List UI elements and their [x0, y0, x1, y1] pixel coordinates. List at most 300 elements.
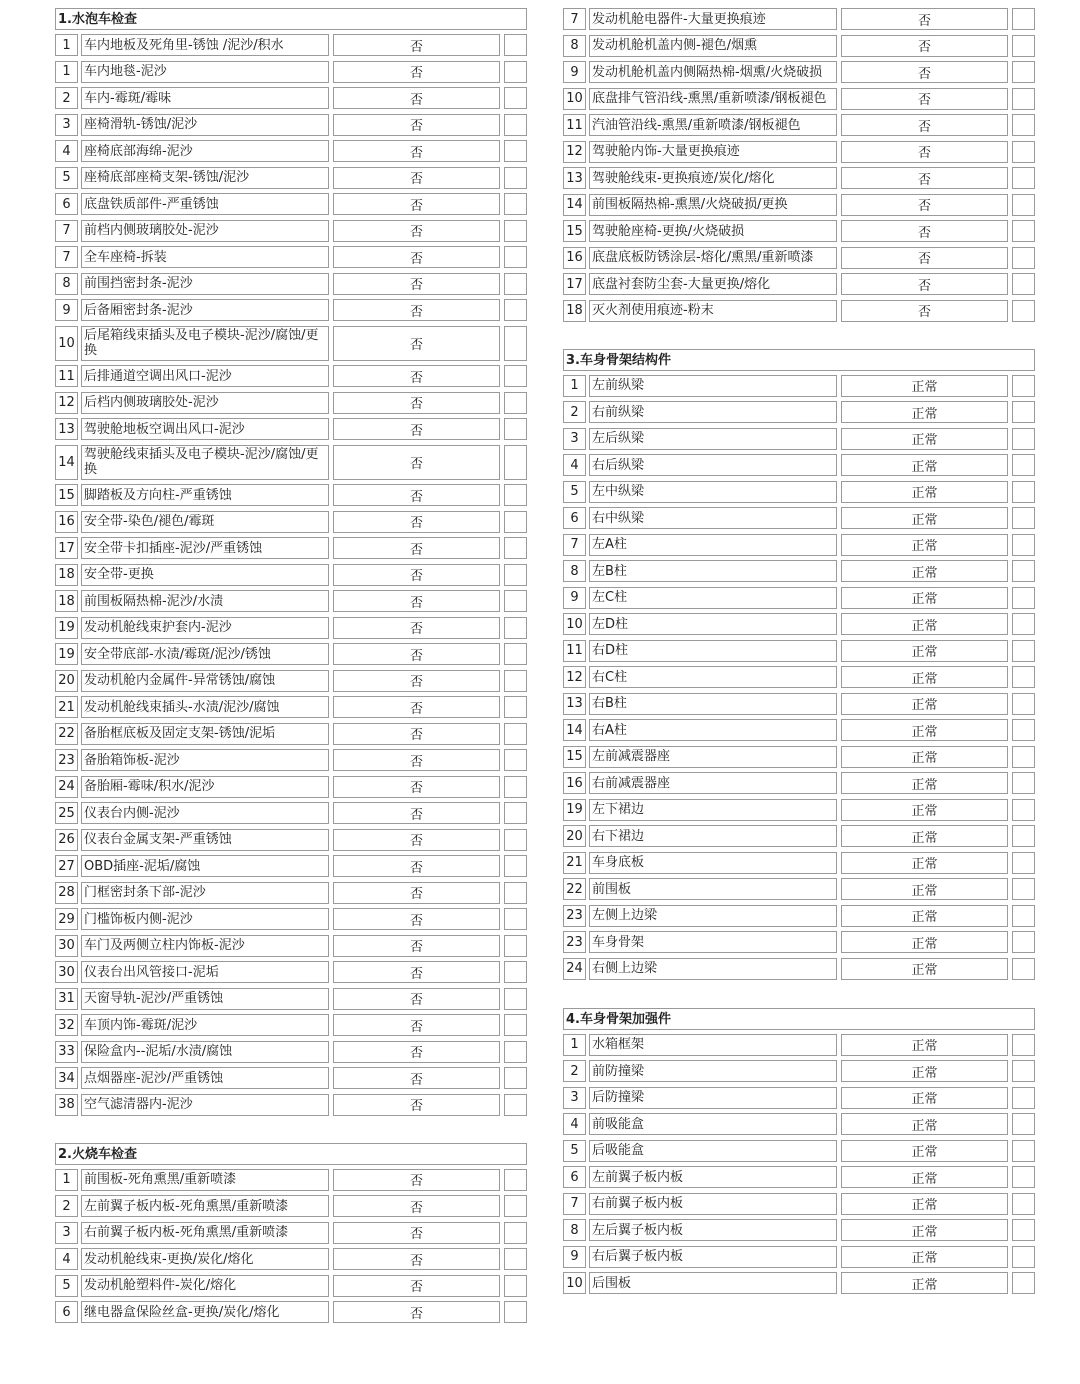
inspection-result: 否 [333, 537, 500, 559]
inspection-item: 安全带-染色/褪色/霉斑 [81, 511, 329, 533]
table-row [55, 326, 527, 361]
remark-cell [1012, 88, 1035, 110]
remark-cell [504, 273, 527, 295]
table-row [55, 749, 527, 771]
table-row [563, 1272, 1035, 1294]
row-number: 20 [55, 670, 78, 692]
inspection-result: 否 [333, 1094, 500, 1116]
inspection-section [563, 1008, 1035, 1295]
remark-cell [504, 418, 527, 440]
inspection-item: 后尾箱线束插头及电子模块-泥沙/腐蚀/更换 [81, 326, 329, 361]
inspection-item: 发动机舱线束护套内-泥沙 [81, 617, 329, 639]
table-row [563, 666, 1035, 688]
remark-cell [504, 511, 527, 533]
row-number: 29 [55, 908, 78, 930]
table-row [55, 1222, 527, 1244]
inspection-item: 右A柱 [589, 719, 837, 741]
inspection-item: 门槛饰板内侧-泥沙 [81, 908, 329, 930]
remark-cell [1012, 825, 1035, 847]
remark-cell [504, 34, 527, 56]
row-number: 2 [563, 401, 586, 423]
table-row [563, 428, 1035, 450]
remark-cell [504, 590, 527, 612]
table-row [55, 908, 527, 930]
inspection-item: 发动机舱机盖内侧隔热棉-烟熏/火烧破损 [589, 61, 837, 83]
table-row [563, 1060, 1035, 1082]
table-row [55, 590, 527, 612]
remark-cell [1012, 220, 1035, 242]
row-number: 23 [563, 931, 586, 953]
inspection-item: 右后翼子板内板 [589, 1246, 837, 1268]
inspection-item: 左D柱 [589, 613, 837, 635]
inspection-result: 否 [333, 670, 500, 692]
inspection-result: 正常 [841, 587, 1008, 609]
inspection-item: 座椅底部座椅支架-锈蚀/泥沙 [81, 167, 329, 189]
table-row [563, 220, 1035, 242]
table-row [563, 1166, 1035, 1188]
row-number: 12 [563, 666, 586, 688]
table-row [55, 445, 527, 480]
row-number: 5 [55, 1275, 78, 1297]
inspection-result: 否 [333, 114, 500, 136]
table-row [55, 114, 527, 136]
remark-cell [504, 140, 527, 162]
remark-cell [1012, 560, 1035, 582]
table-row [563, 825, 1035, 847]
remark-cell [504, 61, 527, 83]
remark-cell [504, 299, 527, 321]
inspection-result: 否 [333, 802, 500, 824]
table-row [55, 220, 527, 242]
table-row [55, 299, 527, 321]
remark-cell [504, 445, 527, 480]
inspection-item: 备胎箱饰板-泥沙 [81, 749, 329, 771]
remark-cell [1012, 1113, 1035, 1135]
section-title: 2.火烧车检查 [55, 1143, 527, 1165]
row-number: 25 [55, 802, 78, 824]
remark-cell [504, 935, 527, 957]
row-number: 34 [55, 1067, 78, 1089]
inspection-item: 底盘排气管沿线-熏黑/重新喷漆/钢板褪色 [589, 88, 837, 110]
inspection-item: 左下裙边 [589, 799, 837, 821]
remark-cell [1012, 534, 1035, 556]
inspection-item: 左后纵梁 [589, 428, 837, 450]
remark-cell [1012, 61, 1035, 83]
inspection-item: 前围挡密封条-泥沙 [81, 273, 329, 295]
inspection-result: 正常 [841, 666, 1008, 688]
inspection-result: 否 [333, 87, 500, 109]
row-number: 12 [55, 392, 78, 414]
remark-cell [1012, 247, 1035, 269]
inspection-result: 否 [333, 326, 500, 361]
row-number: 17 [55, 537, 78, 559]
table-row [563, 247, 1035, 269]
inspection-item: 前围板隔热棉-熏黑/火烧破损/更换 [589, 194, 837, 216]
inspection-result: 否 [841, 114, 1008, 136]
inspection-result: 正常 [841, 905, 1008, 927]
inspection-result: 否 [333, 829, 500, 851]
inspection-result: 正常 [841, 428, 1008, 450]
inspection-item: 左侧上边梁 [589, 905, 837, 927]
inspection-result: 否 [841, 194, 1008, 216]
row-number: 11 [563, 114, 586, 136]
row-number: 1 [55, 61, 78, 83]
table-row [55, 511, 527, 533]
inspection-item: 右B柱 [589, 693, 837, 715]
remark-cell [504, 365, 527, 387]
row-number: 3 [55, 1222, 78, 1244]
remark-cell [1012, 905, 1035, 927]
inspection-result: 正常 [841, 878, 1008, 900]
inspection-item: 右前减震器座 [589, 772, 837, 794]
inspection-item: 驾驶舱线束插头及电子模块-泥沙/腐蚀/更换 [81, 445, 329, 480]
row-number: 2 [55, 1195, 78, 1217]
table-row [55, 193, 527, 215]
inspection-result: 否 [333, 484, 500, 506]
inspection-item: 左后翼子板内板 [589, 1219, 837, 1241]
table-row [563, 507, 1035, 529]
row-number: 7 [55, 246, 78, 268]
table-row [55, 167, 527, 189]
remark-cell [504, 1169, 527, 1191]
inspection-result: 正常 [841, 613, 1008, 635]
remark-cell [504, 1195, 527, 1217]
inspection-item: 继电器盒保险丝盒-更换/炭化/熔化 [81, 1301, 329, 1323]
row-number: 18 [55, 564, 78, 586]
remark-cell [504, 1014, 527, 1036]
inspection-result: 否 [841, 141, 1008, 163]
row-number: 13 [55, 418, 78, 440]
inspection-result: 否 [333, 961, 500, 983]
row-number: 22 [55, 723, 78, 745]
row-number: 19 [55, 617, 78, 639]
row-number: 26 [55, 829, 78, 851]
inspection-result: 正常 [841, 534, 1008, 556]
table-row [563, 35, 1035, 57]
inspection-result: 正常 [841, 1060, 1008, 1082]
table-row [55, 882, 527, 904]
table-row [55, 1014, 527, 1036]
remark-cell [504, 1094, 527, 1116]
remark-cell [1012, 746, 1035, 768]
table-row [55, 802, 527, 824]
remark-cell [504, 749, 527, 771]
table-row [563, 534, 1035, 556]
table-row [55, 392, 527, 414]
row-number: 5 [563, 1140, 586, 1162]
table-row [55, 537, 527, 559]
inspection-item: 右中纵梁 [589, 507, 837, 529]
inspection-item: 驾驶舱线束-更换痕迹/炭化/熔化 [589, 167, 837, 189]
table-row [55, 1169, 527, 1191]
remark-cell [1012, 481, 1035, 503]
remark-cell [504, 246, 527, 268]
row-number: 4 [55, 1248, 78, 1270]
row-number: 24 [55, 776, 78, 798]
inspection-item: 左C柱 [589, 587, 837, 609]
inspection-item: 发动机舱内金属件-异常锈蚀/腐蚀 [81, 670, 329, 692]
row-number: 9 [563, 587, 586, 609]
inspection-result: 否 [333, 617, 500, 639]
row-number: 8 [55, 273, 78, 295]
row-number: 18 [563, 300, 586, 322]
remark-cell [1012, 931, 1035, 953]
row-number: 7 [563, 8, 586, 30]
row-number: 3 [55, 114, 78, 136]
row-number: 10 [55, 326, 78, 361]
row-number: 8 [563, 1219, 586, 1241]
remark-cell [504, 167, 527, 189]
inspection-result: 正常 [841, 1246, 1008, 1268]
inspection-result: 正常 [841, 931, 1008, 953]
inspection-item: 左前翼子板内板 [589, 1166, 837, 1188]
remark-cell [1012, 375, 1035, 397]
row-number: 20 [563, 825, 586, 847]
inspection-result: 正常 [841, 852, 1008, 874]
row-number: 23 [55, 749, 78, 771]
table-row [55, 87, 527, 109]
inspection-section [563, 8, 1035, 322]
remark-cell [504, 1041, 527, 1063]
remark-cell [504, 1067, 527, 1089]
inspection-item: 右侧上边梁 [589, 958, 837, 980]
inspection-result: 否 [333, 1014, 500, 1036]
inspection-result: 正常 [841, 1272, 1008, 1294]
inspection-result: 否 [333, 445, 500, 480]
inspection-item: 右前纵梁 [589, 401, 837, 423]
inspection-section [55, 1143, 527, 1324]
remark-cell [504, 776, 527, 798]
table-row [55, 696, 527, 718]
inspection-result: 正常 [841, 1034, 1008, 1056]
remark-cell [504, 643, 527, 665]
table-row [55, 723, 527, 745]
table-row [563, 772, 1035, 794]
remark-cell [504, 908, 527, 930]
inspection-item: 发动机舱机盖内侧-褪色/烟熏 [589, 35, 837, 57]
inspection-result: 否 [841, 167, 1008, 189]
row-number: 4 [55, 140, 78, 162]
table-row [55, 1275, 527, 1297]
row-number: 7 [563, 1193, 586, 1215]
row-number: 6 [563, 507, 586, 529]
inspection-result: 否 [333, 935, 500, 957]
row-number: 1 [563, 1034, 586, 1056]
remark-cell [504, 802, 527, 824]
inspection-item: 座椅底部海绵-泥沙 [81, 140, 329, 162]
table-row [55, 961, 527, 983]
row-number: 38 [55, 1094, 78, 1116]
inspection-item: 后排通道空调出风口-泥沙 [81, 365, 329, 387]
remark-cell [504, 1222, 527, 1244]
remark-cell [1012, 772, 1035, 794]
table-row [563, 958, 1035, 980]
inspection-item: 车身骨架 [589, 931, 837, 953]
table-row [55, 1067, 527, 1089]
table-row [563, 693, 1035, 715]
inspection-result: 正常 [841, 799, 1008, 821]
table-row [55, 484, 527, 506]
row-number: 7 [55, 220, 78, 242]
section-title: 4.车身骨架加强件 [563, 1008, 1035, 1030]
inspection-item: 右前翼子板内板-死角熏黑/重新喷漆 [81, 1222, 329, 1244]
table-row [563, 300, 1035, 322]
table-row [563, 1246, 1035, 1268]
table-row [563, 1193, 1035, 1215]
remark-cell [1012, 799, 1035, 821]
row-number: 12 [563, 141, 586, 163]
row-number: 10 [563, 613, 586, 635]
inspection-result: 否 [333, 908, 500, 930]
row-number: 5 [563, 481, 586, 503]
inspection-result: 否 [333, 1195, 500, 1217]
table-row [563, 401, 1035, 423]
row-number: 10 [563, 88, 586, 110]
remark-cell [1012, 587, 1035, 609]
inspection-item: 驾驶舱座椅-更换/火烧破损 [589, 220, 837, 242]
row-number: 16 [55, 511, 78, 533]
table-row [55, 365, 527, 387]
table-row [563, 141, 1035, 163]
table-row [563, 481, 1035, 503]
inspection-result: 否 [333, 988, 500, 1010]
row-number: 16 [563, 772, 586, 794]
remark-cell [1012, 1272, 1035, 1294]
table-row [55, 1301, 527, 1323]
inspection-result: 正常 [841, 1219, 1008, 1241]
row-number: 6 [563, 1166, 586, 1188]
inspection-result: 正常 [841, 507, 1008, 529]
remark-cell [1012, 507, 1035, 529]
inspection-result: 正常 [841, 958, 1008, 980]
table-row [55, 1041, 527, 1063]
inspection-result: 否 [333, 511, 500, 533]
inspection-result: 正常 [841, 481, 1008, 503]
row-number: 9 [563, 61, 586, 83]
inspection-result: 否 [841, 247, 1008, 269]
row-number: 22 [563, 878, 586, 900]
remark-cell [1012, 640, 1035, 662]
table-row [563, 1140, 1035, 1162]
inspection-item: 座椅滑轨-锈蚀/泥沙 [81, 114, 329, 136]
table-row [55, 617, 527, 639]
row-number: 14 [563, 719, 586, 741]
inspection-item: 前防撞梁 [589, 1060, 837, 1082]
row-number: 19 [55, 643, 78, 665]
table-row [55, 670, 527, 692]
remark-cell [1012, 1087, 1035, 1109]
row-number: 8 [563, 35, 586, 57]
remark-cell [504, 988, 527, 1010]
inspection-result: 否 [333, 365, 500, 387]
inspection-item: 备胎框底板及固定支架-锈蚀/泥垢 [81, 723, 329, 745]
inspection-result: 正常 [841, 375, 1008, 397]
remark-cell [1012, 401, 1035, 423]
row-number: 17 [563, 273, 586, 295]
inspection-item: 左前减震器座 [589, 746, 837, 768]
remark-cell [1012, 1060, 1035, 1082]
inspection-result: 否 [333, 167, 500, 189]
inspection-result: 否 [333, 696, 500, 718]
row-number: 11 [55, 365, 78, 387]
remark-cell [1012, 666, 1035, 688]
inspection-result: 否 [333, 193, 500, 215]
inspection-item: 保险盒内--泥垢/水渍/腐蚀 [81, 1041, 329, 1063]
inspection-item: 前围板 [589, 878, 837, 900]
remark-cell [504, 1248, 527, 1270]
inspection-result: 否 [841, 61, 1008, 83]
table-row [563, 613, 1035, 635]
inspection-item: 发动机舱电器件-大量更换痕迹 [589, 8, 837, 30]
inspection-item: 门框密封条下部-泥沙 [81, 882, 329, 904]
inspection-result: 否 [333, 749, 500, 771]
table-row [55, 643, 527, 665]
table-row [55, 855, 527, 877]
inspection-result: 正常 [841, 454, 1008, 476]
row-number: 8 [563, 560, 586, 582]
remark-cell [1012, 1034, 1035, 1056]
remark-cell [504, 392, 527, 414]
remark-cell [1012, 852, 1035, 874]
row-number: 21 [563, 852, 586, 874]
inspection-item: 后防撞梁 [589, 1087, 837, 1109]
row-number: 21 [55, 696, 78, 718]
inspection-item: 仪表台内侧-泥沙 [81, 802, 329, 824]
row-number: 32 [55, 1014, 78, 1036]
inspection-item: 发动机舱塑料件-炭化/熔化 [81, 1275, 329, 1297]
inspection-item: 备胎厢-霉味/积水/泥沙 [81, 776, 329, 798]
inspection-item: 天窗导轨-泥沙/严重锈蚀 [81, 988, 329, 1010]
table-row [55, 988, 527, 1010]
inspection-item: 车身底板 [589, 852, 837, 874]
row-number: 15 [563, 220, 586, 242]
row-number: 9 [55, 299, 78, 321]
inspection-result: 正常 [841, 719, 1008, 741]
remark-cell [1012, 8, 1035, 30]
row-number: 14 [563, 194, 586, 216]
inspection-item: 汽油管沿线-熏黑/重新喷漆/钢板褪色 [589, 114, 837, 136]
inspection-result: 否 [333, 34, 500, 56]
inspection-item: 后档内侧玻璃胶处-泥沙 [81, 392, 329, 414]
row-number: 14 [55, 445, 78, 480]
inspection-result: 否 [333, 1222, 500, 1244]
table-row [563, 1219, 1035, 1241]
row-number: 18 [55, 590, 78, 612]
table-row [563, 167, 1035, 189]
row-number: 11 [563, 640, 586, 662]
inspection-result: 正常 [841, 1193, 1008, 1215]
row-number: 31 [55, 988, 78, 1010]
remark-cell [504, 723, 527, 745]
remark-cell [504, 537, 527, 559]
inspection-item: 左前纵梁 [589, 375, 837, 397]
remark-cell [504, 855, 527, 877]
remark-cell [504, 961, 527, 983]
inspection-result: 否 [333, 882, 500, 904]
table-row [55, 418, 527, 440]
table-row [563, 719, 1035, 741]
remark-cell [504, 193, 527, 215]
table-row [563, 931, 1035, 953]
row-number: 3 [563, 428, 586, 450]
table-row [55, 829, 527, 851]
inspection-item: 车门及两侧立柱内饰板-泥沙 [81, 935, 329, 957]
remark-cell [1012, 167, 1035, 189]
inspection-result: 否 [841, 273, 1008, 295]
table-row [563, 852, 1035, 874]
inspection-result: 否 [333, 1041, 500, 1063]
inspection-item: 底盘铁质部件-严重锈蚀 [81, 193, 329, 215]
